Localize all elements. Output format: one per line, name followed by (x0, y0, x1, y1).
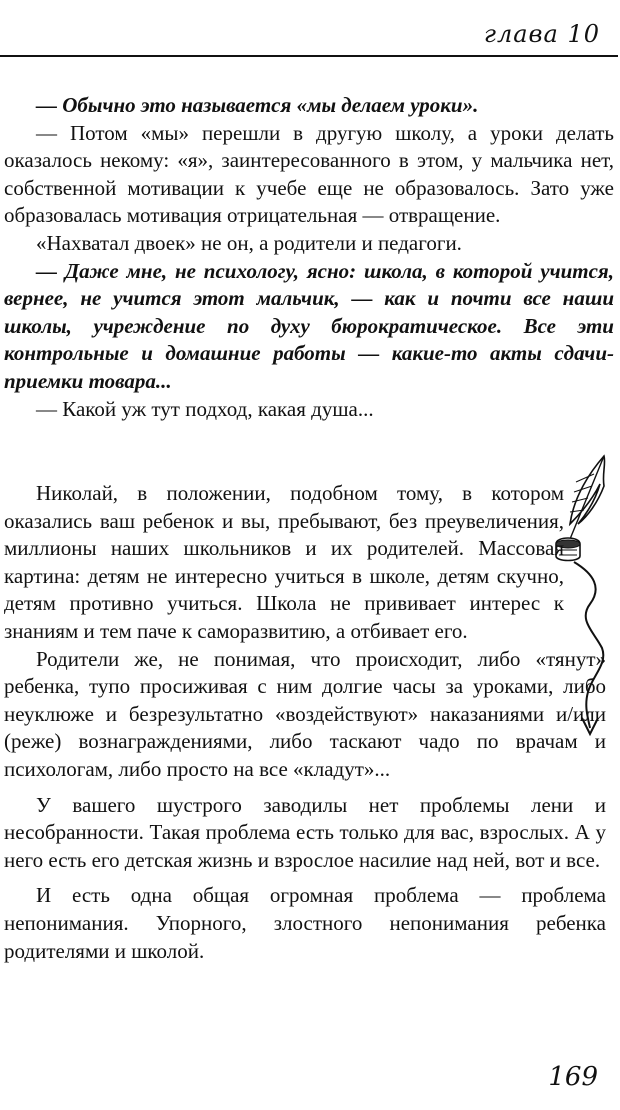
dialog-line-answer-1: — Потом «мы» перешли в другую школу, а уроки делать оказалось некому: «я», заинтересованного в этом, у мальчика нет, собственной мотивации к учебе еще не образовалось. Зато уже образовалась мотивация отрицательная — отвращение. (4, 120, 614, 228)
dialog-line-question-1: — Обычно это называется «мы делаем уроки». (36, 93, 479, 117)
running-head-chapter: глава 10 (483, 20, 600, 48)
paragraph-1: Николай, в положении, подобном тому, в котором оказались ваш ребенок и вы, пребывают, без преувеличения, миллионы наших школьников и их родителей. Массовая картина: детям не интересно учиться в школе, детям скучно, детям противно учиться. Школа не прививает интерес к знаниям и тем паче к саморазвитию, а отбивает его. (4, 481, 564, 643)
paragraph-3: У вашего шустрого заводилы нет проблемы лени и несобранности. Такая проблема есть только для вас, взрослых. А у него есть его детская жизнь и взрослое насилие над ней, вот и все. (4, 792, 606, 872)
header-rule (0, 55, 618, 57)
dialog-line-answer-3: — Какой уж тут подход, какая душа... (36, 396, 374, 421)
page-number: 169 (548, 1062, 598, 1092)
paragraph-2: Родители же, не понимая, что происходит, либо «тянут» ребенка, тупо просиживая с ним долгие часы за уроками, либо неуклюже и безрезультатно «воздействуют» наказаниями и/или (реже) вознаграждениями, либо таскают чадо по врачам и психологам, либо просто на все «кладут»... (4, 646, 606, 781)
dialog-line-answer-2: «Нахватал двоек» не он, а родители и педагоги. (36, 230, 462, 255)
paragraph-4: И есть одна общая огромная проблема — проблема непонимания. Упорного, злостного непонимания ребенка родителями и школой. (4, 883, 606, 963)
dialog-block (4, 92, 614, 423)
dialog-line-question-2: — Даже мне, не психологу, ясно: школа, в которой учится, вернее, не учится этот мальчик, — как и почти все наши школы, учреждение по духу бюрократическое. Все эти контрольные и домашние работы — какие-то акты сдачи-приемки товара... (4, 258, 614, 393)
body-text (4, 480, 606, 965)
